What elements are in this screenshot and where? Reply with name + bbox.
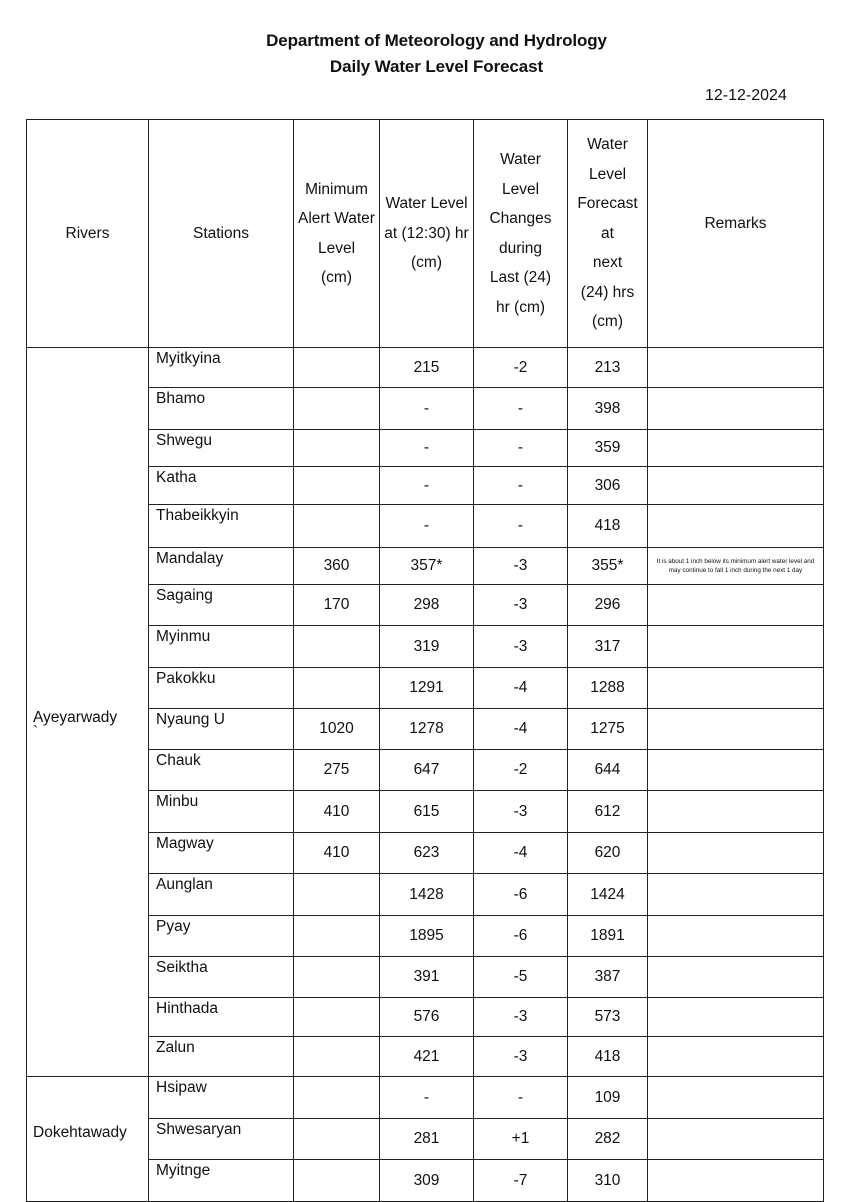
forecast-cell: 109 [568, 1077, 648, 1119]
change-cell: -2 [474, 348, 568, 388]
forecast-cell: 296 [568, 585, 648, 626]
remark-cell [648, 1160, 824, 1202]
change-cell: -6 [474, 874, 568, 916]
header-line: (cm) [321, 269, 352, 286]
min-alert-cell [294, 626, 380, 668]
min-alert-cell [294, 1037, 380, 1077]
header-row [27, 120, 824, 348]
min-alert-cell [294, 957, 380, 998]
header-line: at (12:30) hr [384, 224, 469, 242]
station-cell: Thabeikkyin [149, 505, 294, 548]
change-cell: -3 [474, 998, 568, 1037]
forecast-cell: 573 [568, 998, 648, 1037]
header-line: Level [317, 239, 356, 257]
col-header-stations: Stations [149, 120, 294, 348]
remark-cell [648, 467, 824, 505]
water-level-cell: - [380, 505, 474, 548]
station-cell: Aunglan [149, 874, 294, 916]
remark-cell [648, 668, 824, 709]
remark-cell [648, 585, 824, 626]
forecast-cell: 282 [568, 1119, 648, 1160]
station-cell: Chauk [149, 750, 294, 791]
min-alert-cell: 1020 [294, 709, 380, 750]
remark-cell [648, 833, 824, 874]
col-header-changes [474, 120, 568, 348]
header-line: next [592, 254, 623, 272]
change-cell: -4 [474, 709, 568, 750]
forecast-cell: 355* [568, 548, 648, 585]
min-alert-cell: 410 [294, 791, 380, 833]
remark-cell [648, 626, 824, 668]
water-level-cell: 647 [380, 750, 474, 791]
forecast-cell: 612 [568, 791, 648, 833]
change-cell: -6 [474, 916, 568, 957]
water-level-cell: 319 [380, 626, 474, 668]
min-alert-cell [294, 505, 380, 548]
change-cell: - [474, 467, 568, 505]
remark-cell [648, 1077, 824, 1119]
remark-cell [648, 430, 824, 467]
col-header-forecast [568, 120, 648, 348]
station-cell: Myitnge [149, 1160, 294, 1202]
water-level-cell: 1428 [380, 874, 474, 916]
remark-cell [648, 348, 824, 388]
water-level-cell: 421 [380, 1037, 474, 1077]
header-line: Last (24) [489, 269, 552, 286]
header-line: (24) hrs [580, 283, 635, 301]
forecast-cell: 620 [568, 833, 648, 874]
water-level-cell: 298 [380, 585, 474, 626]
forecast-cell: 644 [568, 750, 648, 791]
change-cell: -5 [474, 957, 568, 998]
report-date: 12-12-2024 [705, 87, 787, 104]
change-cell: -3 [474, 626, 568, 668]
header-line: Level [588, 165, 627, 183]
table-row [27, 1077, 824, 1119]
header-line: Water Level [385, 195, 468, 213]
change-cell: - [474, 505, 568, 548]
change-cell: -7 [474, 1160, 568, 1202]
header-line: during [498, 239, 543, 257]
header-line: (cm) [411, 254, 442, 272]
header-line: Changes [489, 210, 552, 227]
min-alert-cell: 170 [294, 585, 380, 626]
water-level-cell: 1278 [380, 709, 474, 750]
river-name: Ayeyarwady [33, 709, 118, 726]
river-name-mark: ` [33, 724, 39, 741]
forecast-cell: 310 [568, 1160, 648, 1202]
header-line: Water [500, 151, 541, 168]
header-line: at [601, 224, 614, 242]
remark-cell [648, 874, 824, 916]
remark-cell [648, 1037, 824, 1077]
water-level-cell: 623 [380, 833, 474, 874]
station-cell: Seiktha [149, 957, 294, 998]
station-cell: Hinthada [149, 998, 294, 1037]
header-line: Forecast [577, 195, 638, 213]
forecast-cell: 418 [568, 1037, 648, 1077]
forecast-cell: 1288 [568, 668, 648, 709]
change-cell: -3 [474, 791, 568, 833]
remark-cell [648, 916, 824, 957]
change-cell: -3 [474, 548, 568, 585]
change-cell: -3 [474, 1037, 568, 1077]
water-level-cell: 1895 [380, 916, 474, 957]
forecast-cell: 213 [568, 348, 648, 388]
water-level-cell: - [380, 467, 474, 505]
station-cell: Hsipaw [149, 1077, 294, 1119]
change-cell: -3 [474, 585, 568, 626]
min-alert-cell [294, 1119, 380, 1160]
min-alert-cell: 275 [294, 750, 380, 791]
min-alert-cell [294, 348, 380, 388]
water-level-cell: - [380, 388, 474, 430]
remark-cell [648, 957, 824, 998]
water-level-cell: 357* [380, 548, 474, 585]
water-level-cell: - [380, 430, 474, 467]
header-line: (cm) [592, 313, 623, 331]
change-cell: +1 [474, 1119, 568, 1160]
station-cell: Pakokku [149, 668, 294, 709]
header-line: hr (cm) [495, 298, 546, 316]
forecast-cell: 387 [568, 957, 648, 998]
forecast-cell: 306 [568, 467, 648, 505]
document-subtitle: Daily Water Level Forecast [329, 57, 544, 76]
water-level-cell: - [380, 1077, 474, 1119]
remark-cell: It is about 1 inch below its minimum alert water level and may continue to fall 1 inch during the next 1 day [648, 548, 824, 585]
remark-cell [648, 791, 824, 833]
change-cell: -2 [474, 750, 568, 791]
water-level-table [26, 119, 824, 1202]
station-cell: Zalun [149, 1037, 294, 1077]
station-cell: Minbu [149, 791, 294, 833]
station-cell: Pyay [149, 916, 294, 957]
river-name: Dokehtawady [33, 1124, 127, 1141]
col-header-remarks: Remarks [648, 120, 824, 348]
forecast-cell: 418 [568, 505, 648, 548]
min-alert-cell [294, 467, 380, 505]
remark-cell [648, 1119, 824, 1160]
water-level-cell: 309 [380, 1160, 474, 1202]
station-cell: Katha [149, 467, 294, 505]
station-cell: Magway [149, 833, 294, 874]
col-header-water-level [380, 120, 474, 348]
document-title: Department of Meteorology and Hydrology [266, 31, 607, 50]
min-alert-cell: 410 [294, 833, 380, 874]
river-name-cell [27, 1077, 149, 1202]
forecast-cell: 398 [568, 388, 648, 430]
header-line: Minimum [305, 180, 368, 198]
min-alert-cell [294, 1077, 380, 1119]
change-cell: - [474, 1077, 568, 1119]
remark-cell [648, 709, 824, 750]
water-level-cell: 281 [380, 1119, 474, 1160]
table-row [27, 348, 824, 388]
header-line: Level [501, 180, 540, 198]
remark-cell [648, 750, 824, 791]
station-cell: Nyaung U [149, 709, 294, 750]
water-level-cell: 391 [380, 957, 474, 998]
table-body [27, 348, 824, 1202]
min-alert-cell [294, 916, 380, 957]
station-cell: Bhamo [149, 388, 294, 430]
water-level-cell: 1291 [380, 668, 474, 709]
min-alert-cell [294, 388, 380, 430]
forecast-cell: 317 [568, 626, 648, 668]
min-alert-cell [294, 668, 380, 709]
water-level-cell: 576 [380, 998, 474, 1037]
col-header-min-alert [294, 120, 380, 348]
change-cell: - [474, 430, 568, 467]
river-name-mark [33, 1142, 148, 1154]
river-name-cell [27, 348, 149, 1077]
header-line: Water [587, 136, 628, 154]
min-alert-cell [294, 874, 380, 916]
min-alert-cell: 360 [294, 548, 380, 585]
col-header-rivers: Rivers [27, 120, 149, 348]
station-cell: Shwegu [149, 430, 294, 467]
remark-cell [648, 505, 824, 548]
header-line: Alert Water [298, 210, 375, 227]
station-cell: Mandalay [149, 548, 294, 585]
min-alert-cell [294, 998, 380, 1037]
station-cell: Myinmu [149, 626, 294, 668]
change-cell: - [474, 388, 568, 430]
change-cell: -4 [474, 833, 568, 874]
min-alert-cell [294, 1160, 380, 1202]
change-cell: -4 [474, 668, 568, 709]
water-level-cell: 615 [380, 791, 474, 833]
forecast-cell: 359 [568, 430, 648, 467]
station-cell: Shwesaryan [149, 1119, 294, 1160]
forecast-cell: 1275 [568, 709, 648, 750]
forecast-cell: 1424 [568, 874, 648, 916]
station-cell: Sagaing [149, 585, 294, 626]
forecast-cell: 1891 [568, 916, 648, 957]
remark-cell [648, 388, 824, 430]
remark-cell [648, 998, 824, 1037]
water-level-cell: 215 [380, 348, 474, 388]
station-cell: Myitkyina [149, 348, 294, 388]
min-alert-cell [294, 430, 380, 467]
